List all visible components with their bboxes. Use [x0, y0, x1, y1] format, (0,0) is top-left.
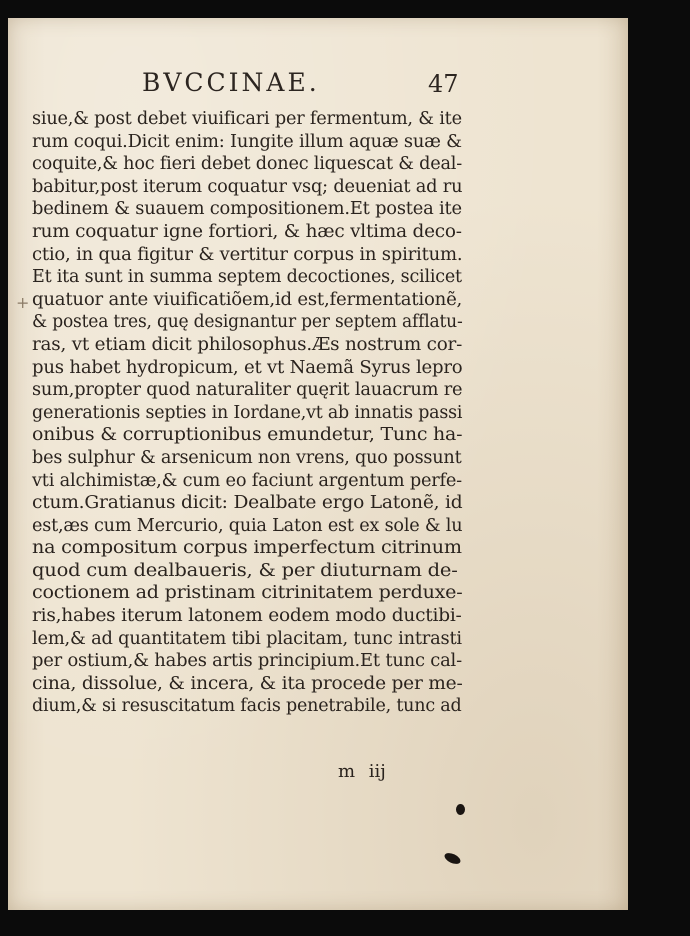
book-page	[8, 18, 628, 910]
text-line: Et ita sunt in summa septem decoctiones, scilicet	[32, 267, 462, 288]
text-line: ctio, in qua figitur & vertitur corpus in spiritum.	[32, 244, 463, 265]
margin-annotation: +	[16, 293, 30, 312]
text-line: ctum.Gratianus dicit: Dealbate ergo Latonẽ, id	[32, 493, 463, 514]
text-line: sum,propter quod naturaliter quęrit lauacrum re	[32, 380, 463, 401]
text-line: coctionem ad pristinam citrinitatem perduxe-	[32, 583, 463, 604]
body-text	[32, 108, 462, 718]
text-line: na compositum corpus imperfectum citrinum	[32, 538, 462, 559]
text-line: siue,& post debet viuificari per fermentum, & ite	[32, 109, 462, 129]
ink-spot	[443, 851, 462, 866]
signature-mark: m iij	[338, 761, 386, 782]
page-number: 47	[428, 70, 459, 98]
text-line: quatuor ante viuificatiõem,id est,fermentationẽ,	[32, 289, 463, 310]
text-line: cina, dissolue, & incera, & ita procede per me-	[32, 673, 463, 694]
text-line: onibus & corruptionibus emundetur, Tunc ha-	[32, 425, 463, 446]
text-line: & postea tres, quę designantur per septem afflatu-	[32, 312, 463, 333]
text-line: est,æs cum Mercurio, quia Laton est ex sole & lu	[32, 515, 463, 536]
text-line: per ostium,& habes artis principium.Et tunc cal-	[32, 651, 462, 672]
text-line: rum coquatur igne fortiori, & hæc vltima deco-	[32, 221, 462, 242]
text-line: lem,& ad quantitatem tibi placitam, tunc intrasti	[32, 628, 462, 649]
text-line: ris,habes iterum latonem eodem modo ductibi-	[32, 606, 462, 627]
text-line: bedinem & suauem compositionem.Et postea ite	[32, 199, 462, 220]
ink-spot	[456, 804, 465, 815]
text-line: bes sulphur & arsenicum non vrens, quo possunt	[32, 447, 462, 468]
text-line: quod cum dealbaueris, & per diuturnam de-	[32, 560, 458, 581]
text-line: pus habet hydropicum, et vt Naemã Syrus lepro	[32, 357, 463, 378]
running-title: BVCCINAE.	[142, 68, 320, 97]
text-line: dium,& si resuscitatum facis penetrabile, tunc ad	[32, 696, 462, 717]
text-line: coquite,& hoc fieri debet donec liquescat & deal-	[32, 154, 462, 175]
text-line: ras, vt etiam dicit philosophus.Æs nostrum cor-	[32, 334, 463, 355]
text-line: generationis septies in Iordane,vt ab innatis passi	[32, 402, 463, 423]
text-line: babitur,post iterum coquatur vsq; deueniat ad ru	[32, 176, 463, 197]
text-line: vti alchimistæ,& cum eo faciunt argentum perfe-	[32, 470, 462, 491]
text-line: rum coqui.Dicit enim: Iungite illum aquæ suæ &	[32, 131, 462, 152]
page-header	[8, 66, 628, 106]
